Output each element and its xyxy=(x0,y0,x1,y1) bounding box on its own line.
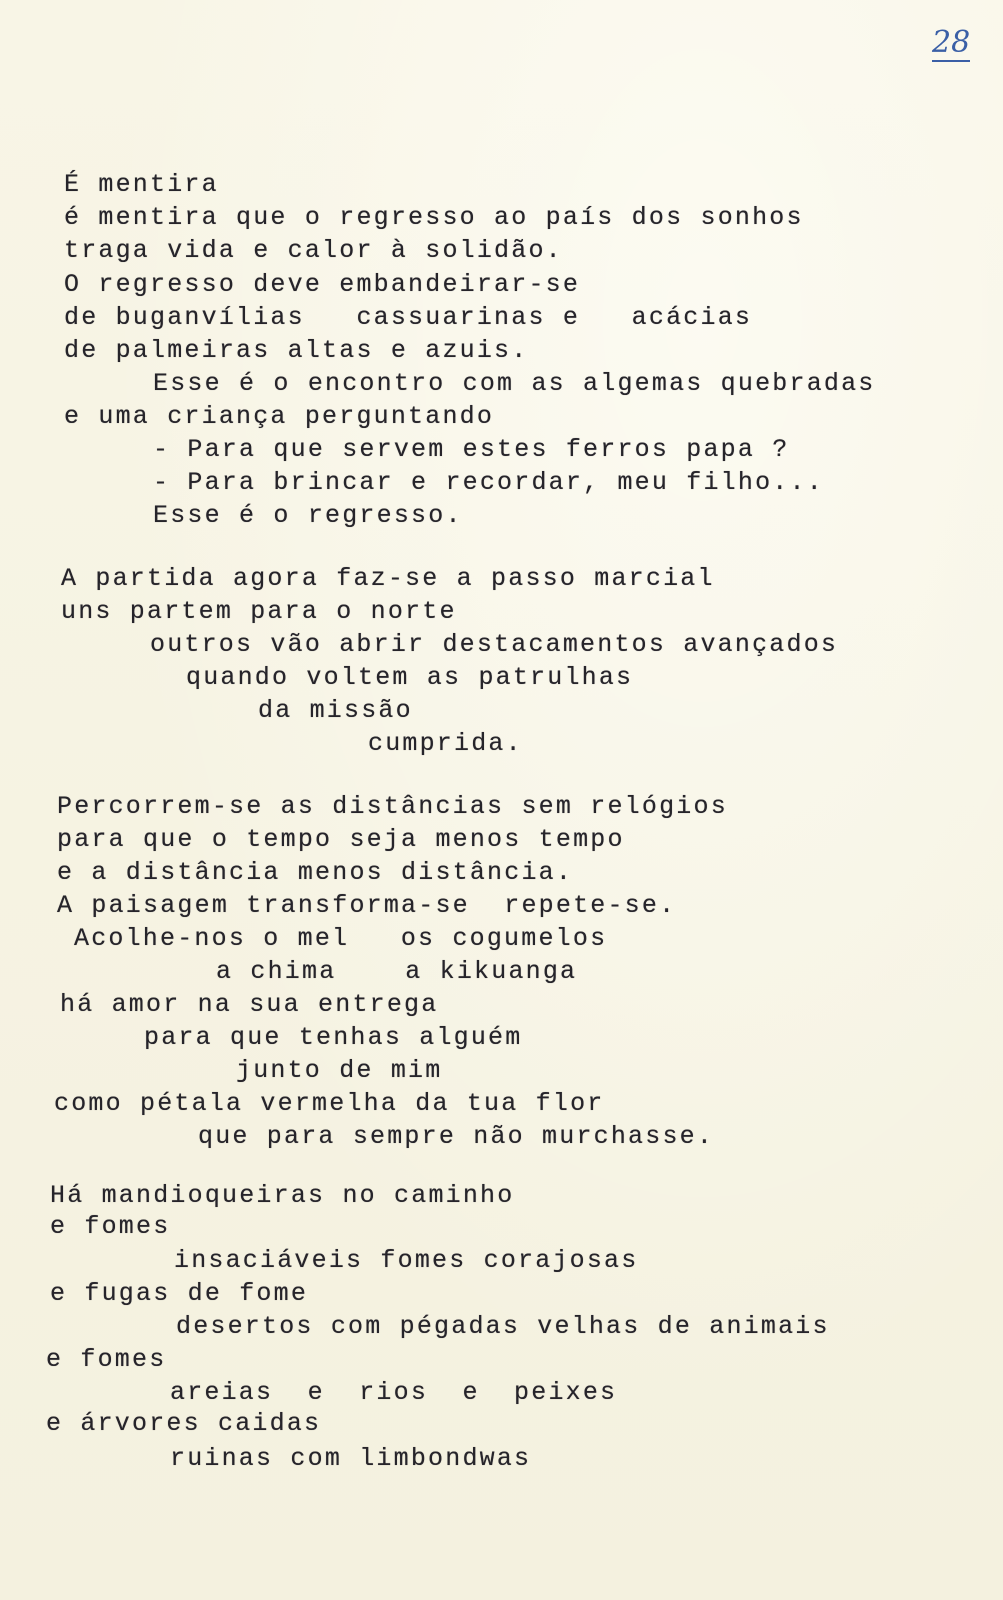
poem-line: Acolhe-nos o mel os cogumelos xyxy=(74,924,608,953)
poem-line: como pétala vermelha da tua flor xyxy=(54,1089,605,1118)
poem-line: cumprida. xyxy=(368,729,523,758)
poem-line: Há mandioqueiras no caminho xyxy=(50,1181,515,1210)
poem-line: e a distância menos distância. xyxy=(57,858,574,887)
poem-line: A partida agora faz-se a passo marcial xyxy=(61,564,715,593)
poem-line: para que tenhas alguém xyxy=(144,1023,523,1052)
poem-line: - Para que servem estes ferros papa ? xyxy=(153,435,790,464)
poem-line: de palmeiras altas e azuis. xyxy=(64,336,529,365)
poem-line: e uma criança perguntando xyxy=(64,402,495,431)
poem-line: desertos com pégadas velhas de animais xyxy=(176,1312,830,1341)
poem-line: Esse é o regresso. xyxy=(153,501,463,530)
poem-line: e fomes xyxy=(46,1345,167,1374)
poem-line: traga vida e calor à solidão. xyxy=(64,236,563,265)
poem-line: é mentira que o regresso ao país dos sonhos xyxy=(64,203,804,232)
poem-line: e fugas de fome xyxy=(50,1279,309,1308)
poem-line: É mentira xyxy=(64,170,219,199)
poem-line: areias e rios e peixes xyxy=(170,1378,618,1407)
page-number: 28 xyxy=(932,25,971,60)
poem-line: de buganvílias cassuarinas e acácias xyxy=(64,303,753,332)
poem-line: a chima a kikuanga xyxy=(216,957,578,986)
poem-line: da missão xyxy=(258,696,413,725)
poem-line: insaciáveis fomes corajosas xyxy=(174,1246,639,1275)
poem-line: - Para brincar e recordar, meu filho... xyxy=(153,468,824,497)
poem-line: Esse é o encontro com as algemas quebradas xyxy=(153,369,876,398)
poem-line: para que o tempo seja menos tempo xyxy=(57,825,625,854)
poem-line: O regresso deve embandeirar-se xyxy=(64,270,581,299)
poem-line: há amor na sua entrega xyxy=(60,990,439,1019)
poem-line: e fomes xyxy=(50,1212,171,1241)
poem-line: uns partem para o norte xyxy=(61,597,457,626)
poem-line: ruinas com limbondwas xyxy=(170,1444,532,1473)
poem-line: que para sempre não murchasse. xyxy=(198,1122,715,1151)
poem-line: Percorrem-se as distâncias sem relógios xyxy=(57,792,728,821)
poem-line: outros vão abrir destacamentos avançados xyxy=(150,630,839,659)
poem-line: quando voltem as patrulhas xyxy=(186,663,634,692)
poem-line: junto de mim xyxy=(236,1056,443,1085)
poem-line: e árvores caidas xyxy=(46,1409,322,1438)
poem-line: A paisagem transforma-se repete-se. xyxy=(57,891,677,920)
